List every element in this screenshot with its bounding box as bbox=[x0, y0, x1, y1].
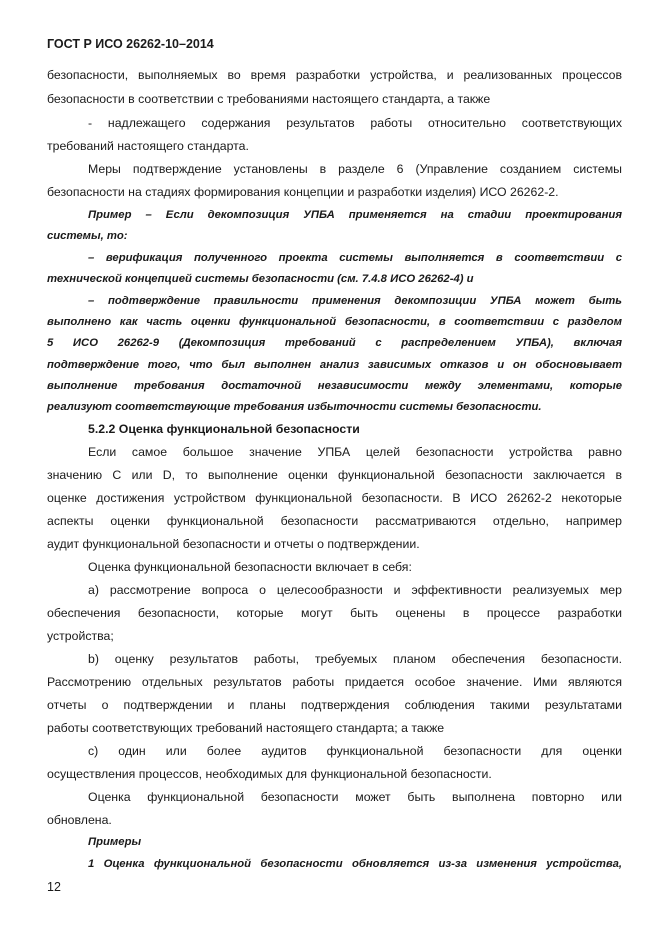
list-item-c: c) один или более аудитов функциональной безопасности для оценки bbox=[88, 744, 622, 758]
text-line: обеспечения безопасности, которые могут быть оценены в процессе разработки bbox=[47, 606, 622, 620]
text-line: Меры подтверждение установлены в разделе 6 (Управление созданием системы bbox=[88, 162, 622, 176]
text-line: безопасности в соответствии с требованиями настоящего стандарта, а также bbox=[47, 92, 491, 106]
text-line: Рассмотрению отдельных результатов работы придается особое значение. Ими являются bbox=[47, 675, 622, 689]
example-line: – подтверждение правильности применения декомпозиции УПБА может быть bbox=[88, 295, 622, 307]
example-line: выполнено как часть оценки функциональной безопасности, в соответствии с разделом bbox=[47, 316, 622, 328]
text-line: обновлена. bbox=[47, 813, 112, 827]
example-line: системы, то: bbox=[47, 230, 128, 242]
example-line: технической концепцией системы безопасности (см. 7.4.8 ИСО 26262-4) и bbox=[47, 273, 474, 285]
list-item-a: a) рассмотрение вопроса о целесообразности и эффективности реализуемых мер bbox=[88, 583, 622, 597]
text-line: оценке достижения устройством функциональной безопасности. В ИСО 26262-2 некоторые bbox=[47, 491, 622, 505]
text-line: работы соответствующих требований настоящего стандарта; а также bbox=[47, 721, 445, 735]
text-line: Оценка функциональной безопасности может быть выполнена повторно или bbox=[88, 790, 622, 804]
text-line: значению C или D, то выполнение оценки функциональной безопасности заключается в bbox=[47, 468, 622, 482]
page-number: 12 bbox=[47, 880, 61, 894]
example-line: выполнение требования достаточной независимости между элементами, которые bbox=[47, 380, 622, 392]
text-line: отчеты о подтверждении и планы подтверждения соблюдения такими результатами bbox=[47, 698, 622, 712]
example-line: – верификация полученного проекта системы выполняется в соответствии с bbox=[88, 252, 622, 264]
examples-heading: Примеры bbox=[88, 836, 142, 848]
text-line: безопасности, выполняемых во время разработки устройства, и реализованных процессов bbox=[47, 68, 622, 82]
example-line: реализуют соответствующие требования избыточности системы безопасности. bbox=[47, 401, 542, 413]
text-line: Если самое большое значение УПБА целей безопасности устройства равно bbox=[88, 445, 622, 459]
section-heading: 5.2.2 Оценка функциональной безопасности bbox=[88, 422, 360, 436]
text-line: - надлежащего содержания результатов работы относительно соответствующих bbox=[88, 116, 622, 130]
text-line: осуществления процессов, необходимых для функциональной безопасности. bbox=[47, 767, 492, 781]
example-line: 1 Оценка функциональной безопасности обновляется из-за изменения устройства, bbox=[88, 858, 622, 870]
text-line: устройства; bbox=[47, 629, 114, 643]
example-line: подтверждение того, что был выполнен анализ зависимых отказов и он обосновывает bbox=[47, 359, 622, 371]
text-line: безопасности на стадиях формирования концепции и разработки изделия) ИСО 26262-2. bbox=[47, 185, 559, 199]
text-line: Оценка функциональной безопасности включает в себя: bbox=[88, 560, 412, 574]
example-line: Пример – Если декомпозиция УПБА применяется на стадии проектирования bbox=[88, 209, 622, 221]
text-line: аспекты оценки функциональной безопасности рассматриваются отдельно, например bbox=[47, 514, 622, 528]
text-line: требований настоящего стандарта. bbox=[47, 139, 249, 153]
text-line: аудит функциональной безопасности и отчеты о подтверждении. bbox=[47, 537, 420, 551]
example-line: 5 ИСО 26262-9 (Декомпозиция требований с распределением УПБА), включая bbox=[47, 337, 622, 349]
list-item-b: b) оценку результатов работы, требуемых планом обеспечения безопасности. bbox=[88, 652, 622, 666]
document-header: ГОСТ Р ИСО 26262-10–2014 bbox=[47, 37, 214, 51]
